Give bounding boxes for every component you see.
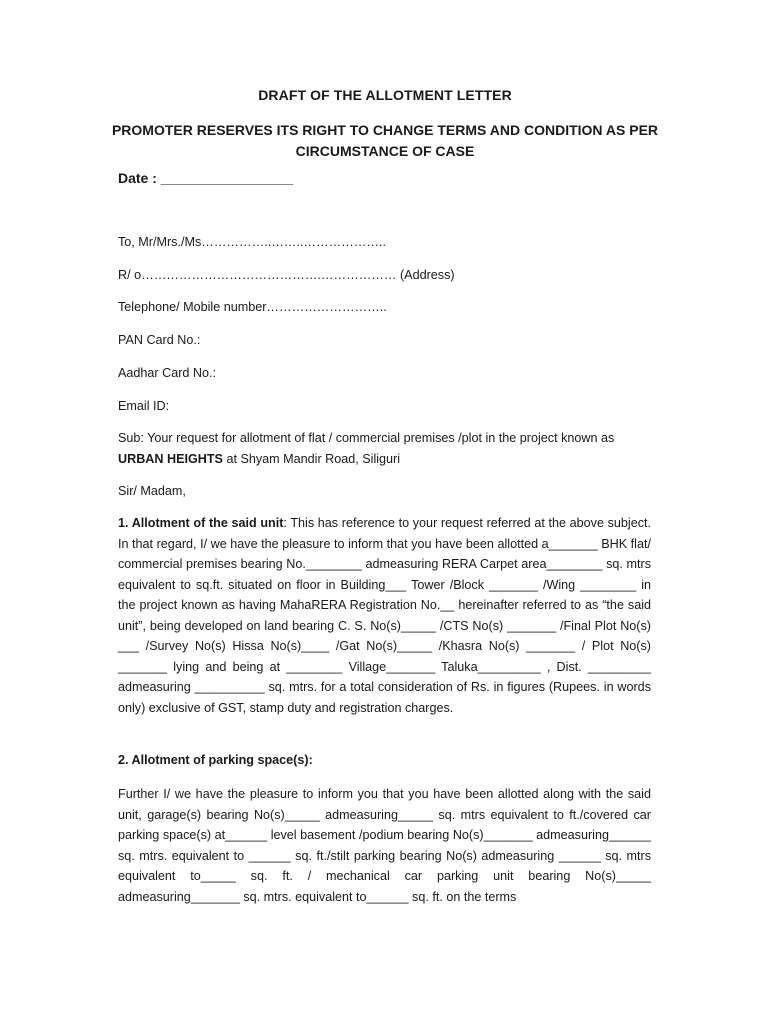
pan-card-line: PAN Card No.: [118, 333, 201, 347]
section-2-heading: 2. Allotment of parking space(s): [118, 753, 313, 767]
recipient-address-line: R/ o…………………………………….……………… (Address) [118, 268, 455, 282]
recipient-name-line: To, Mr/Mrs./Ms……………..……..……………….. [118, 235, 386, 249]
telephone-line: Telephone/ Mobile number……………………….. [118, 300, 387, 314]
project-name: URBAN HEIGHTS [118, 451, 223, 466]
document-subtitle: PROMOTER RESERVES ITS RIGHT TO CHANGE TERMS AND CONDITION AS PER CIRCUMSTANCE OF CASE [111, 122, 659, 159]
section-allotment-unit [118, 513, 651, 718]
section-1-heading: 1. Allotment of the said unit [118, 516, 284, 530]
section-1-body: : This has reference to your request referred at the above subject. In that regard, I/ we have the pleasure to inform that you have been allotted a_______ BHK flat/ commercial premises bearing No.________ admeasuring RERA Carpet area________ sq. mtrs equivalent to sq.ft. situated on floor in Building___ Tower /Block _______ /Wing ________ in the project known as having MahaRERA Registration No.__ hereinafter referred to as “the said unit”, being developed on land bearing C. S. No(s)_____ /CTS No(s) _______ /Final Plot No(s) ___ /Survey No(s) Hissa No(s)____ /Gat No(s)_____ /Khasra No(s) _______ / Plot No(s) _______ lying and being at ________ Village_______ Taluka_________ , Dist. _________ admeasuring __________ sq. mtrs. for a total consideration of Rs. in figures (Rupees. in words only) exclusive of GST, stamp duty and registration charges. [118, 516, 651, 715]
date-field: Date : _________________ [118, 170, 294, 186]
section-2-body: Further I/ we have the pleasure to inform you that you have been allotted along with the said unit, garage(s) bearing No(s)_____ admeasuring_____ sq. mtrs equivalent to ft./covered car parking space(s) at______ level basement /podium bearing No(s)_______ admeasuring______ sq. mtrs. equivalent to ______ sq. ft./stilt parking bearing No(s) admeasuring ______ sq. mtrs equivalent to_____ sq. ft. / mechanical car parking unit bearing No(s)_____ admeasuring_______ sq. mtrs. equivalent to______ sq. ft. on the terms [118, 787, 651, 904]
salutation: Sir/ Madam, [118, 484, 186, 498]
email-line: Email ID: [118, 399, 170, 413]
subject-paragraph [118, 428, 651, 469]
subject-text: Sub: Your request for allotment of flat / commercial premises /plot in the project known as [118, 431, 615, 445]
subject-location: at Shyam Mandir Road, Siliguri [226, 451, 401, 466]
aadhar-card-line: Aadhar Card No.: [118, 366, 217, 380]
document-title: DRAFT OF THE ALLOTMENT LETTER [258, 87, 512, 103]
